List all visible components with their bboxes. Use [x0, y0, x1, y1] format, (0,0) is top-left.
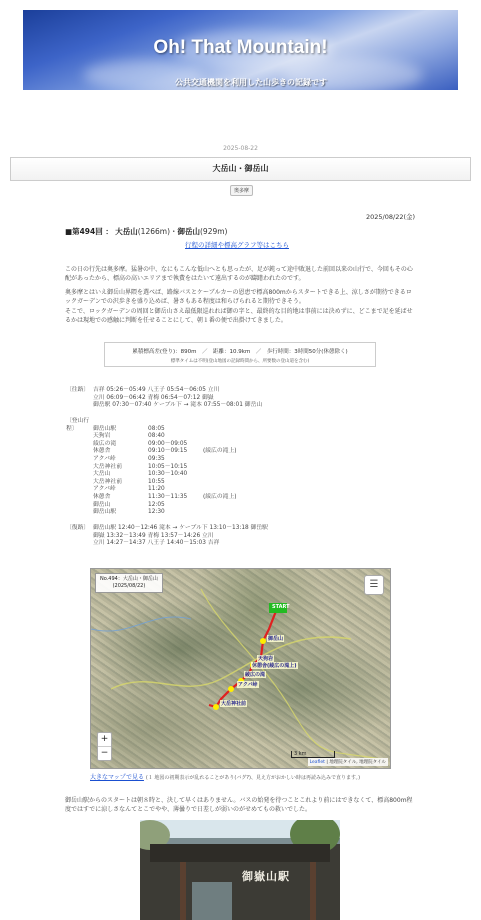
station-post — [310, 862, 316, 920]
map-caption — [90, 772, 360, 781]
climb-time: 12:30 — [148, 509, 165, 516]
climb-place: アクバ峠 — [93, 455, 116, 462]
tile-attribution: | 地理院タイル, 地理院タイル — [326, 760, 386, 765]
outbound-line: 立川 06:09－06:42 青梅 06:54－07:12 御嶽 — [93, 394, 214, 401]
station-photo[interactable] — [140, 820, 340, 920]
waypoint-label: 休憩舎(綾広の滝上) — [252, 663, 297, 669]
waypoint-label: 大岳神社前 — [221, 701, 247, 707]
layers-icon[interactable]: ☰ — [364, 575, 384, 595]
map-label-line1: No.494：大岳山・御岳山 — [100, 576, 158, 582]
detail-link[interactable]: 行程の詳細や標高グラフ等はこちら — [185, 241, 289, 249]
leaflet-link[interactable]: Leaflet — [309, 760, 325, 765]
climb-time: 09:10－09:15 — [148, 448, 188, 455]
station-roof — [150, 844, 330, 862]
stats-note: 標準タイムは不明(登山地図の記録時間から、所要数の登山道を含む) — [170, 359, 310, 364]
climb-place: 御岳山駅 — [93, 509, 117, 516]
station-window — [192, 882, 232, 920]
waypoint-marker[interactable] — [260, 638, 266, 644]
zoom-out-button[interactable]: − — [98, 746, 111, 760]
after-map-paragraph: 御岳山駅からのスタートは朝８時と、決して早くはありません。バスの始発を待つことこれより前にはできなくて、標高800m程度ではすでに涼しさなんてとこでやや、薄曇りで日差しが弱いのがせめてもの救いでした。 — [65, 797, 413, 813]
zoom-control — [97, 732, 112, 761]
outbound-line: 御岳駅 07:30－07:40 ケーブル下 → 滝本 07:55－08:01 御岳山 — [93, 402, 263, 409]
peak1-name: 大岳山 — [115, 227, 138, 236]
peak-separator: ・ — [170, 227, 178, 236]
climb-tag: 〔登山行程〕 — [66, 418, 90, 432]
river-line — [91, 617, 191, 631]
climb-place: 御岳山 — [93, 501, 111, 508]
intro-paragraph-3: そこで、ロックガーデンの周回と御岳山さえ最低限巡れれば御の字と、最終的な目的地は事前には決めずに、どこまで足を延ばせるかは現地での感触に判断を任せることにして、朝１番の便で出掛けてきました。 — [65, 308, 413, 324]
stats-box — [104, 342, 376, 367]
climb-place: 大岳神社前 — [93, 463, 122, 470]
large-map-link[interactable]: 大きなマップで見る — [90, 774, 144, 781]
stats-line: 累積標高差(登り)：890m ／ 距離：10.9km ／ 歩行時間：3時間50分(休憩除く) — [132, 349, 348, 355]
intro-paragraph-1: この日の行先は奥多摩。猛暑の中、なにもこんな低山へとも思ったが、足が鈍って途中敗退した前回以来の山行で、今回もその心配があったから、標高の高いエリアまで執費をはたいて遠出するのが躊躇われたのです。 — [65, 266, 413, 282]
climb-place: アクバ峠 — [93, 486, 116, 493]
waypoint-label: 御岳山 — [268, 636, 284, 642]
climb-time: 10:30－10:40 — [148, 471, 188, 478]
climb-time: 09:35 — [148, 455, 165, 462]
climb-time: 09:00－09:05 — [148, 440, 188, 447]
return-line: 御嶽 13:32－13:49 青梅 13:57－14:26 立川 — [93, 532, 214, 539]
waypoint-label: アクバ峠 — [238, 682, 258, 688]
schedule-outbound — [66, 387, 262, 410]
climb-time: 11:30－11:35 — [148, 493, 188, 500]
station-post — [180, 862, 186, 920]
climb-place: 休憩舎 — [93, 493, 111, 500]
climb-note: (綾広の滝上) — [203, 493, 237, 500]
map-title-label — [95, 573, 163, 593]
record-date: 2025/08/22(金) — [366, 213, 416, 221]
climb-place: 綾広の滝 — [93, 440, 117, 447]
station-sign: 御嶽山駅 — [242, 870, 290, 883]
schedule-return — [66, 525, 268, 548]
climb-time: 08:05 — [148, 425, 165, 432]
climb-place: 大岳神社前 — [93, 478, 122, 485]
outbound-line: 吉祥 05:26－05:49 八王子 05:54－06:05 立川 — [93, 387, 220, 393]
start-label: START — [272, 604, 290, 610]
peak2-name: 御岳山 — [177, 227, 200, 236]
climb-place: 御岳山駅 — [93, 425, 117, 432]
return-line: 立川 14:27－14:37 八王子 14:40－15:03 吉祥 — [93, 540, 220, 547]
climb-place: 休憩舎 — [93, 448, 111, 455]
map-scale: 3 km — [291, 751, 335, 758]
climb-time: 10:55 — [148, 478, 165, 485]
route-map[interactable] — [90, 568, 391, 769]
record-prefix: ■第494回 ： — [65, 227, 113, 236]
map-attribution — [308, 758, 388, 766]
site-subtitle: 公共交通機関を利用した山歩きの記録です — [175, 78, 327, 87]
return-line: 御岳山駅 12:40－12:46 滝本 → ケーブル下 13:10－13:18 御岳駅 — [93, 525, 268, 531]
climb-place: 大岳山 — [93, 471, 111, 478]
waypoint-marker[interactable] — [228, 686, 234, 692]
map-caption-note: (１ 地図の初期表示が乱れることがあり(バグ?)、見え方がおかしい時は再読み込みで直ります。) — [145, 775, 361, 781]
site-title[interactable]: Oh! That Mountain! — [153, 37, 328, 58]
post-date: 2025-08-22 — [223, 145, 258, 152]
climb-time: 08:40 — [148, 433, 165, 440]
waypoint-marker[interactable] — [213, 704, 219, 710]
peak1-altitude: (1266m) — [137, 227, 170, 236]
boundary-line — [201, 589, 381, 759]
site-header-banner[interactable] — [23, 10, 458, 90]
category-tag[interactable]: 奥多摩 — [230, 185, 253, 196]
zoom-in-button[interactable]: + — [100, 734, 109, 744]
climb-time: 10:05－10:15 — [148, 463, 188, 470]
intro-paragraph-2: 奥多摩とはいえ御岳山界隈を選べば、路線バスとケーブルカーの恩恵で標高800mからスタートできる上、涼しさが期待できるロックガーデンでの沢歩きを盛り込めば、暑さもある程度は和らげられると期待できそう。 — [65, 289, 412, 305]
post-title[interactable]: 大岳山・御岳山 — [10, 157, 471, 181]
climb-note: (綾広の滝上) — [203, 448, 237, 455]
climb-place: 天狗岩 — [93, 433, 111, 440]
record-title — [65, 226, 227, 237]
boundary-line — [111, 637, 351, 689]
outbound-tag: 〔往路〕 — [66, 387, 90, 393]
map-label-line2: (2025/08/22) — [112, 583, 146, 589]
return-tag: 〔復路〕 — [66, 525, 90, 531]
peak2-altitude: (929m) — [200, 227, 228, 236]
waypoint-label: 綾広の滝 — [245, 672, 266, 678]
map-overlay-svg — [91, 569, 391, 769]
schedule-climb — [66, 418, 237, 517]
climb-time: 11:20 — [148, 486, 165, 493]
climb-time: 12:05 — [148, 501, 165, 508]
waypoint-label: 天狗岩 — [258, 656, 274, 662]
